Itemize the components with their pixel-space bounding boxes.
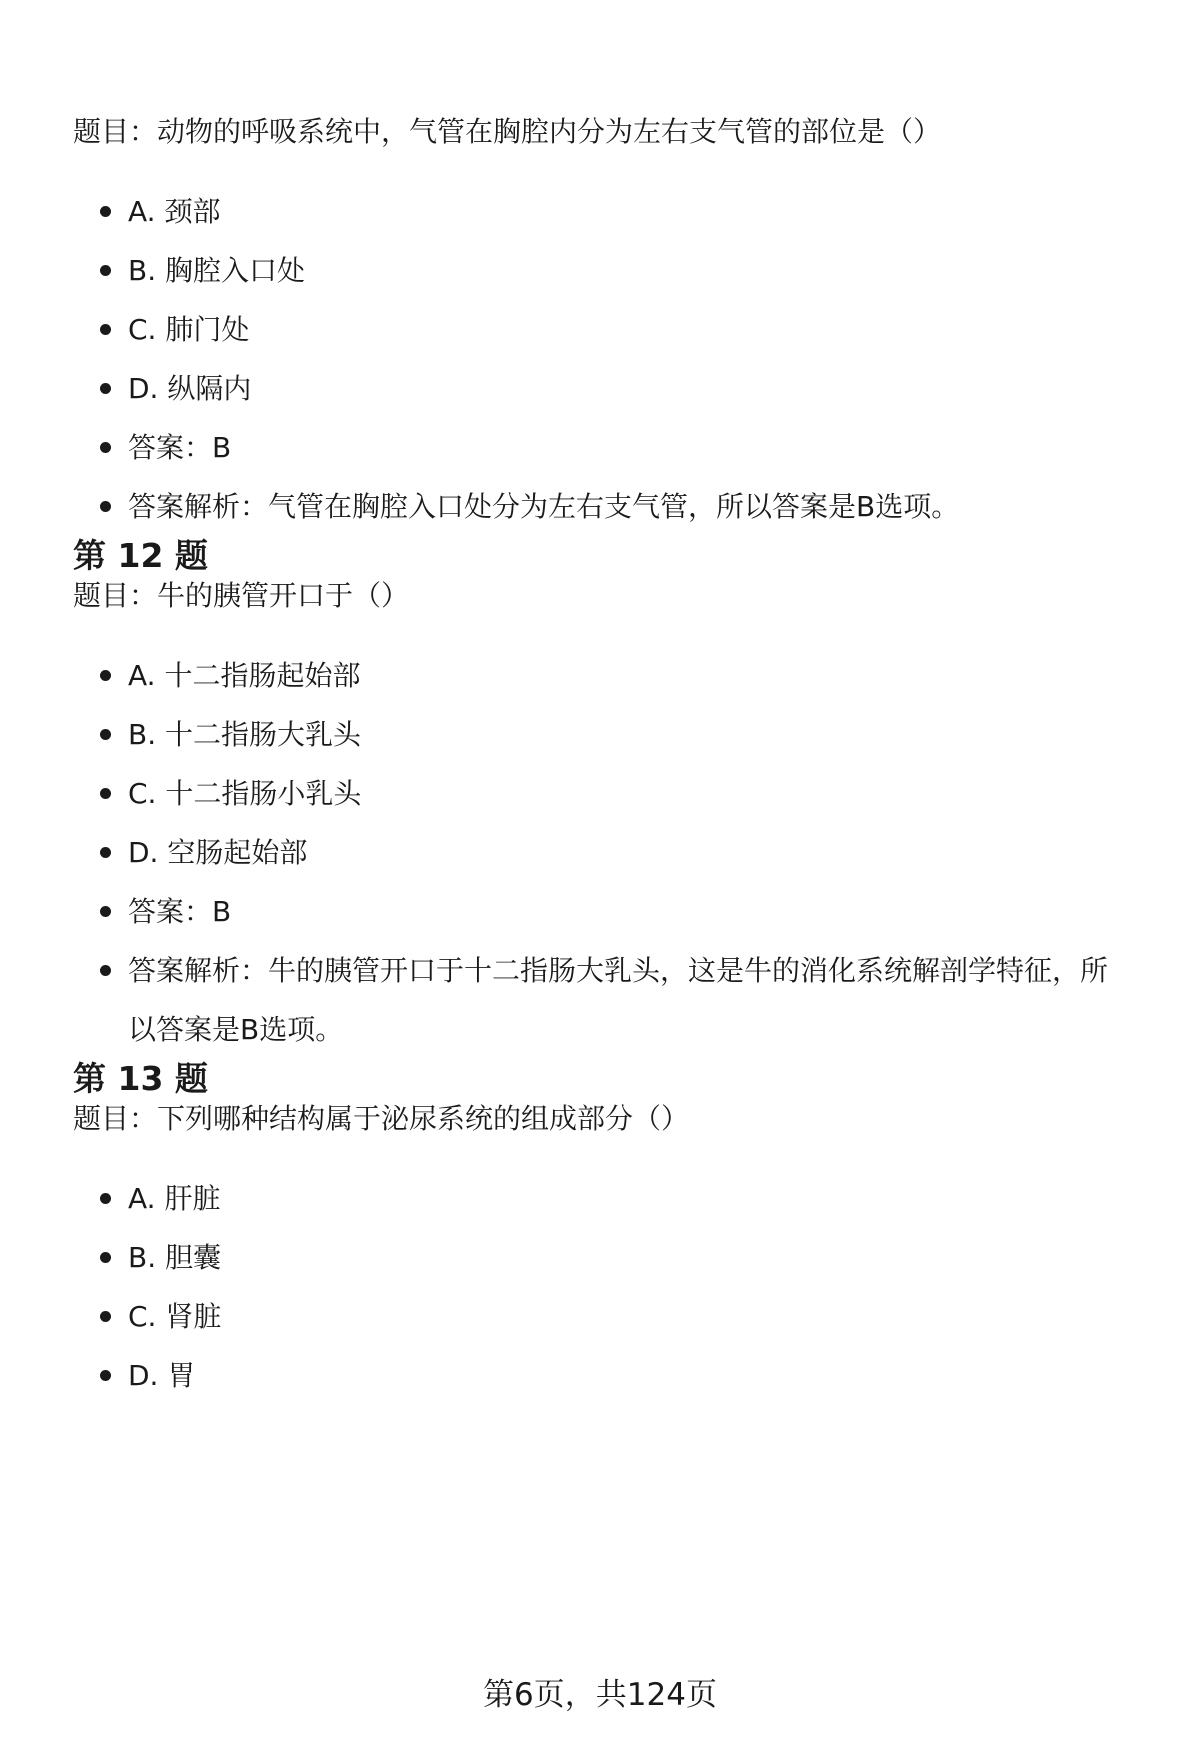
question-12-heading: 第 12 题 xyxy=(73,536,208,575)
question-11-options xyxy=(73,182,1133,536)
answer: 答案：B xyxy=(73,882,1133,941)
document-page xyxy=(73,100,1133,1405)
option-b: B. 十二指肠大乳头 xyxy=(73,705,1133,764)
answer-explanation: 答案解析：气管在胸腔入口处分为左右支气管，所以答案是B选项。 xyxy=(73,477,1133,536)
option-b: B. 胸腔入口处 xyxy=(73,241,1133,300)
option-c: C. 肾脏 xyxy=(73,1287,1133,1346)
option-a: A. 肝脏 xyxy=(73,1169,1133,1228)
option-d: D. 胃 xyxy=(73,1346,1133,1405)
page-footer: 第6页，共124页 xyxy=(483,1677,717,1713)
option-b: B. 胆囊 xyxy=(73,1228,1133,1287)
option-a: A. 十二指肠起始部 xyxy=(73,646,1133,705)
answer-explanation: 答案解析：牛的胰管开口于十二指肠大乳头，这是牛的消化系统解剖学特征，所以答案是B选项。 xyxy=(73,941,1133,1059)
question-12-options xyxy=(73,646,1133,1059)
question-13-options xyxy=(73,1169,1133,1405)
option-d: D. 纵隔内 xyxy=(73,359,1133,418)
question-11-text: 题目：动物的呼吸系统中，气管在胸腔内分为左右支气管的部位是（） xyxy=(73,115,942,148)
question-13-text: 题目：下列哪种结构属于泌尿系统的组成部分（） xyxy=(73,1102,690,1135)
option-a: A. 颈部 xyxy=(73,182,1133,241)
answer: 答案：B xyxy=(73,418,1133,477)
option-c: C. 十二指肠小乳头 xyxy=(73,764,1133,823)
question-12-text: 题目：牛的胰管开口于（） xyxy=(73,579,410,612)
question-13-heading: 第 13 题 xyxy=(73,1059,208,1098)
option-d: D. 空肠起始部 xyxy=(73,823,1133,882)
option-c: C. 肺门处 xyxy=(73,300,1133,359)
